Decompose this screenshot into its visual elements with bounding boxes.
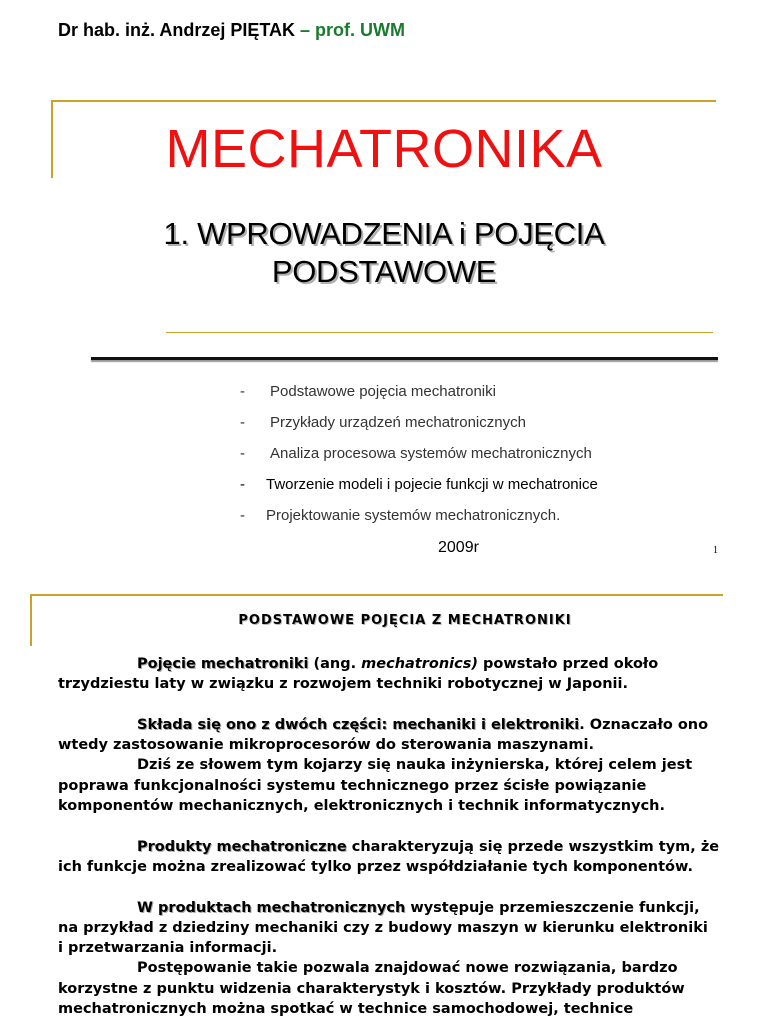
term-highlight: Produkty mechatroniczne <box>137 838 347 855</box>
topic-item-label: Podstawowe pojęcia mechatroniki <box>270 383 496 400</box>
paragraph-6-line-1: Postępowanie takie pozwala znajdować nowe rozwiązania, bardzo <box>137 960 678 977</box>
author-line <box>58 20 405 41</box>
term-highlight: Składa się ono z dwóch części: mechaniki i elektroniki <box>137 716 580 733</box>
paragraph-1-line-2: trzydziestu laty w związku z rozwojem techniki robotycznej w Japonii. <box>58 676 628 693</box>
paragraph-3-line-3: komponentów mechanicznych, elektronicznych i technik informatycznych. <box>58 798 666 815</box>
bullet-dash: - <box>240 414 245 431</box>
subtitle-line-2: PODSTAWOWE <box>271 254 497 289</box>
paragraph-3-line-1: Dziś ze słowem tym kojarzy się nauka inżynierska, której celem jest <box>137 757 693 774</box>
topic-item <box>240 474 598 505</box>
paragraph-1-line-1: Pojęcie mechatroniki (ang. mechatronics) powstało przed około <box>137 656 659 672</box>
year-label: 2009r <box>438 539 479 556</box>
topic-item <box>240 412 598 443</box>
subtitle-line-1: 1. WPROWADZENIA i POJĘCIA <box>163 216 605 251</box>
topic-list <box>240 381 598 536</box>
topic-item <box>240 505 598 536</box>
topic-item-label: Przykłady urządzeń mechatronicznych <box>270 414 526 431</box>
topic-item-label: Analiza procesowa systemów mechatronicznych <box>270 445 592 462</box>
body-text <box>58 654 748 1019</box>
paragraph-2-line-1: Składa się ono z dwóch części: mechaniki i elektroniki. Oznaczało ono <box>137 716 709 733</box>
paragraph-6-line-3: mechatronicznych można spotkać w technice samochodowej, technice <box>58 1001 634 1018</box>
topic-item <box>240 381 598 412</box>
slide-title: MECHATRONIKA <box>165 119 603 179</box>
paragraph-6-line-2: korzystne z punktu widzenia charakterystyk i kosztów. Przykłady produktów <box>58 980 685 997</box>
author-name: Dr hab. inż. Andrzej PIĘTAK <box>58 20 296 40</box>
paragraph-4-line-1: Produkty mechatroniczne charakteryzują się przede wszystkim tym, że <box>137 838 720 855</box>
author-title: – prof. UWM <box>300 20 406 40</box>
paragraph-5-line-2: na przykład z dziedziny mechaniki czy z budowy maszyn w kierunku elektroniki <box>58 919 708 936</box>
bullet-dash: - <box>240 445 245 462</box>
slide2-frame-top <box>30 594 723 596</box>
topic-item <box>240 443 598 474</box>
term-highlight: Pojęcie mechatroniki <box>137 656 309 672</box>
slide1-frame-top <box>51 100 716 102</box>
black-divider <box>91 357 718 360</box>
paragraph-2-line-2: wtedy zastosowanie mikroprocesorów do sterowania maszynami. <box>58 737 594 754</box>
bullet-dash: - <box>240 383 245 400</box>
bullet-dash: - <box>240 476 245 493</box>
gold-divider <box>166 332 713 333</box>
paragraph-5-line-1: W produktach mechatronicznych występuje przemieszczenie funkcji, <box>137 899 700 916</box>
paragraph-4-line-2: ich funkcje można zrealizować tylko przez współdziałanie tych komponentów. <box>58 858 693 875</box>
paragraph-3-line-2: poprawa funkcjonalności systemu technicznego przez ścisłe powiązanie <box>58 777 647 794</box>
slide-subtitle <box>0 215 768 291</box>
term-highlight: W produktach mechatronicznych <box>137 899 406 916</box>
section-heading: PODSTAWOWE POJĘCIA Z MECHATRONIKI <box>238 613 572 628</box>
bullet-dash: - <box>240 507 245 524</box>
slide-number: 1 <box>713 545 718 556</box>
paragraph-5-line-3: i przetwarzania informacji. <box>58 940 278 957</box>
topic-item-label: Tworzenie modeli i pojecie funkcji w mechatronice <box>266 476 598 493</box>
topic-item-label: Projektowanie systemów mechatronicznych. <box>266 507 561 524</box>
